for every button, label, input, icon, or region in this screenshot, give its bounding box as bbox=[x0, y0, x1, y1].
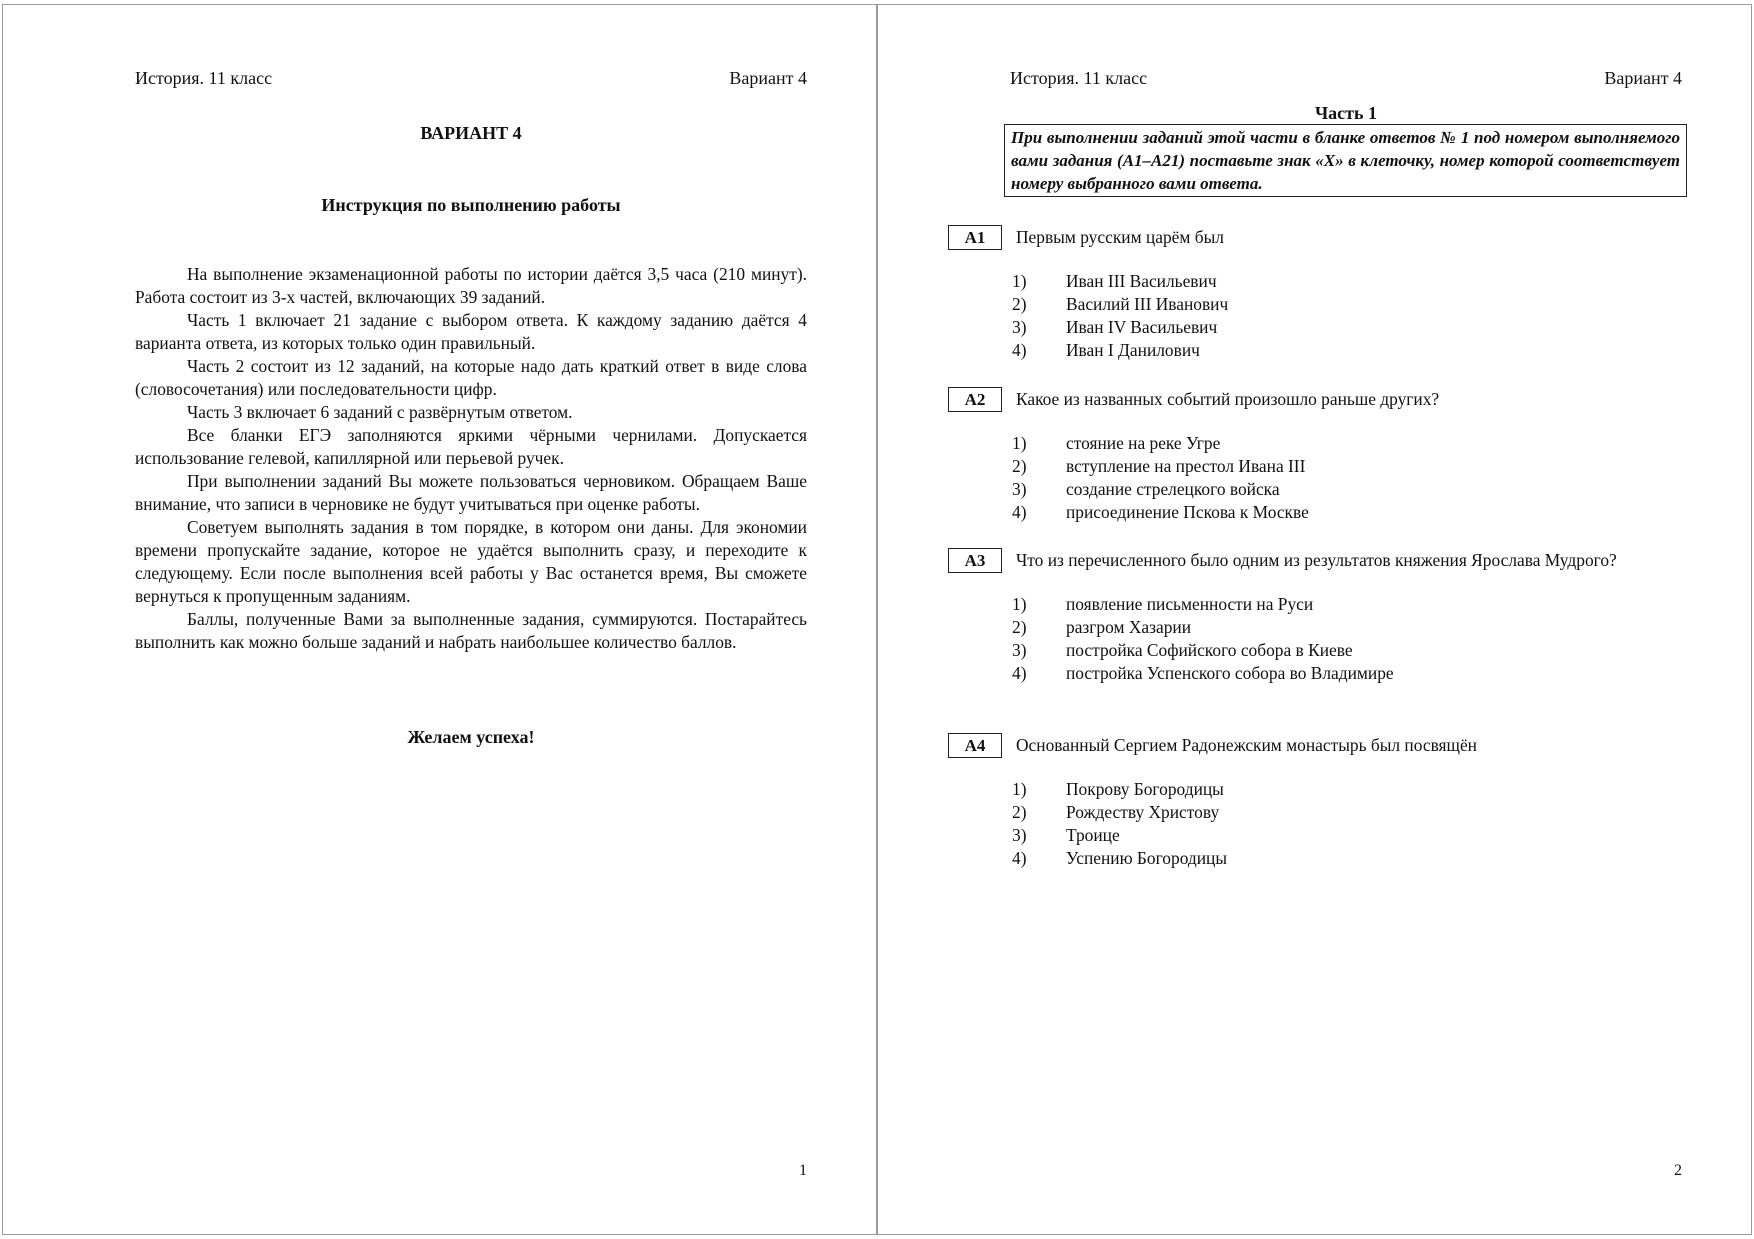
option-number: 2) bbox=[1012, 456, 1027, 476]
answer-option bbox=[948, 639, 1682, 662]
answer-option bbox=[948, 316, 1682, 339]
task-question: Какое из названных событий произошло раньше других? bbox=[1016, 389, 1440, 409]
header-subject: История. 11 класс bbox=[1010, 68, 1148, 88]
answer-option bbox=[948, 478, 1682, 501]
task-a4 bbox=[948, 729, 1682, 870]
answer-option bbox=[948, 778, 1682, 801]
part-instruction-box: При выполнении заданий этой части в бланке ответов № 1 под номером выполняемого вами задания (А1–А21) поставьте знак «X» в клеточку, номер которой соответствует номеру выбранного вами ответа. bbox=[1004, 124, 1687, 197]
option-text: Покрову Богородицы bbox=[1066, 779, 1224, 799]
page-2 bbox=[877, 4, 1752, 1235]
option-text: Иван I Данилович bbox=[1066, 340, 1200, 360]
option-text: стояние на реке Угре bbox=[1066, 433, 1221, 453]
answer-option bbox=[948, 455, 1682, 478]
instruction-paragraph: Часть 2 состоит из 12 заданий, на которые надо дать краткий ответ в виде слова (словосочетания) или последовательности цифр. bbox=[135, 356, 807, 399]
task-label: А1 bbox=[948, 225, 1002, 250]
option-number: 4) bbox=[1012, 340, 1027, 360]
option-number: 2) bbox=[1012, 802, 1027, 822]
option-number: 4) bbox=[1012, 663, 1027, 683]
instruction-paragraph: Часть 3 включает 6 заданий с развёрнутым ответом. bbox=[187, 402, 573, 422]
option-number: 1) bbox=[1012, 271, 1027, 291]
instruction-body bbox=[135, 263, 807, 654]
option-text: появление письменности на Руси bbox=[1066, 594, 1314, 614]
task-question: Основанный Сергием Радонежским монастырь был посвящён bbox=[1016, 735, 1477, 755]
option-number: 3) bbox=[1012, 825, 1027, 845]
option-text: Иван IV Васильевич bbox=[1066, 317, 1218, 337]
option-number: 1) bbox=[1012, 779, 1027, 799]
option-text: Успению Богородицы bbox=[1066, 848, 1228, 868]
instruction-paragraph: На выполнение экзаменационной работы по истории даётся 3,5 часа (210 минут). Работа состоит из 3-х частей, включающих 39 заданий. bbox=[135, 264, 807, 307]
instruction-paragraph: Все бланки ЕГЭ заполняются яркими чёрными чернилами. Допускается использование гелевой, капиллярной или перьевой ручек. bbox=[135, 425, 807, 468]
option-number: 3) bbox=[1012, 317, 1027, 337]
part-title: Часть 1 bbox=[1314, 103, 1378, 123]
option-number: 4) bbox=[1012, 502, 1027, 522]
header-variant: Вариант 4 bbox=[729, 68, 807, 88]
wish-text: Желаем успеха! bbox=[407, 727, 535, 747]
answer-option bbox=[948, 593, 1682, 616]
option-text: постройка Успенского собора во Владимире bbox=[1066, 663, 1394, 683]
option-text: разгром Хазарии bbox=[1066, 617, 1192, 637]
task-a2 bbox=[948, 383, 1682, 524]
answer-option bbox=[948, 270, 1682, 293]
variant-title: ВАРИАНТ 4 bbox=[420, 123, 522, 143]
page-1-content bbox=[135, 5, 807, 1234]
answer-option bbox=[948, 801, 1682, 824]
option-number: 2) bbox=[1012, 294, 1027, 314]
option-number: 2) bbox=[1012, 617, 1027, 637]
answer-option bbox=[948, 824, 1682, 847]
page-number: 2 bbox=[1674, 1162, 1682, 1179]
answer-options bbox=[948, 778, 1682, 870]
answer-option bbox=[948, 662, 1682, 685]
task-label: А4 bbox=[948, 733, 1002, 758]
option-text: Василий III Иванович bbox=[1066, 294, 1229, 314]
task-a3 bbox=[948, 544, 1682, 685]
instruction-paragraph: Баллы, полученные Вами за выполненные задания, суммируются. Постарайтесь выполнить как можно больше заданий и набрать наибольшее количество баллов. bbox=[135, 609, 807, 652]
header-subject: История. 11 класс bbox=[135, 68, 273, 88]
option-number: 1) bbox=[1012, 594, 1027, 614]
task-a1 bbox=[948, 221, 1682, 362]
page-1 bbox=[2, 4, 877, 1235]
option-number: 3) bbox=[1012, 479, 1027, 499]
answer-options bbox=[948, 593, 1682, 685]
answer-option bbox=[948, 616, 1682, 639]
option-text: Троице bbox=[1066, 825, 1120, 845]
instruction-paragraph: При выполнении заданий Вы можете пользоваться черновиком. Обращаем Ваше внимание, что записи в черновике не будут учитываться при оценке работы. bbox=[135, 471, 807, 514]
option-number: 4) bbox=[1012, 848, 1027, 868]
task-label: А3 bbox=[948, 548, 1002, 573]
task-question: Что из перечисленного было одним из результатов княжения Ярослава Мудрого? bbox=[1016, 550, 1617, 570]
answer-option bbox=[948, 847, 1682, 870]
header-variant: Вариант 4 bbox=[1604, 68, 1682, 88]
instruction-paragraph: Часть 1 включает 21 задание с выбором ответа. К каждому заданию даётся 4 варианта ответа, из которых только один правильный. bbox=[135, 310, 807, 353]
option-text: Иван III Васильевич bbox=[1066, 271, 1217, 291]
page-2-content bbox=[964, 5, 1682, 1234]
answer-option bbox=[948, 432, 1682, 455]
answer-options bbox=[948, 270, 1682, 362]
answer-options bbox=[948, 432, 1682, 524]
instruction-paragraph: Советуем выполнять задания в том порядке, в котором они даны. Для экономии времени пропускайте задание, которое не удаётся выполнить сразу, и переходите к следующему. Если после выполнения всей работы у Вас останется время, Вы сможете вернуться к пропущенным заданиям. bbox=[135, 517, 807, 606]
option-text: создание стрелецкого войска bbox=[1066, 479, 1280, 499]
page-number: 1 bbox=[799, 1162, 807, 1179]
option-text: присоединение Пскова к Москве bbox=[1066, 502, 1309, 522]
task-question: Первым русским царём был bbox=[1016, 227, 1224, 247]
answer-option bbox=[948, 501, 1682, 524]
option-text: Рождеству Христову bbox=[1066, 802, 1220, 822]
answer-option bbox=[948, 339, 1682, 362]
option-text: вступление на престол Ивана III bbox=[1066, 456, 1306, 476]
option-number: 1) bbox=[1012, 433, 1027, 453]
answer-option bbox=[948, 293, 1682, 316]
task-label: А2 bbox=[948, 387, 1002, 412]
instruction-title: Инструкция по выполнению работы bbox=[321, 195, 621, 215]
option-number: 3) bbox=[1012, 640, 1027, 660]
option-text: постройка Софийского собора в Киеве bbox=[1066, 640, 1353, 660]
